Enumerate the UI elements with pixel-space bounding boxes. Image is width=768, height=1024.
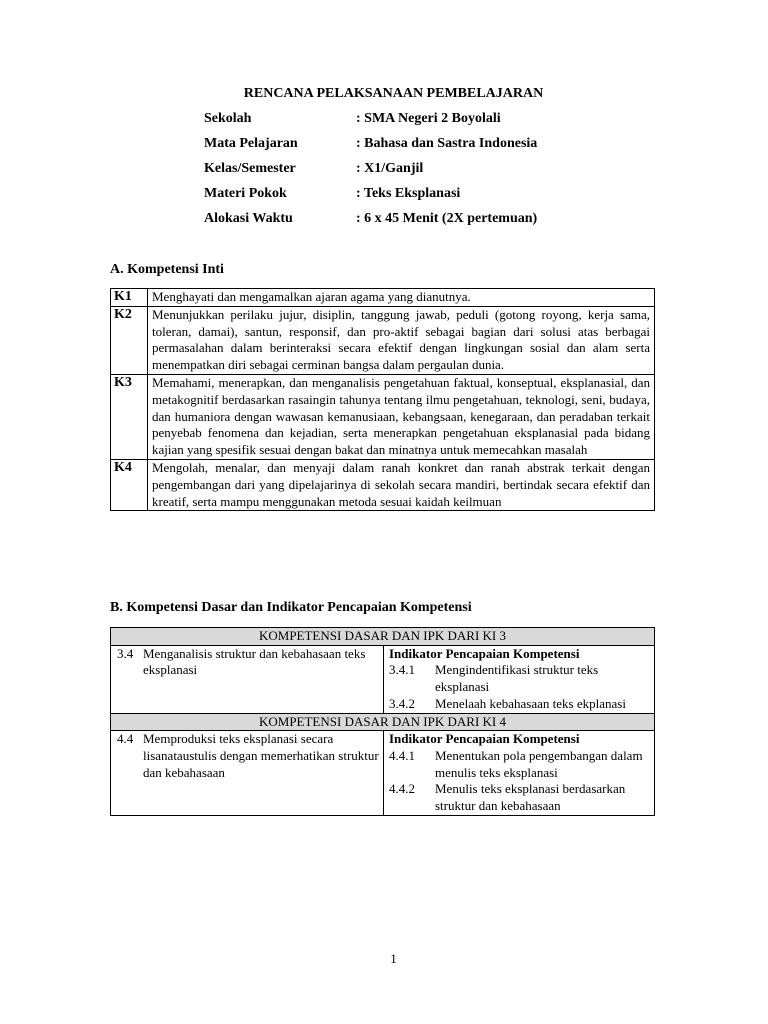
indicator-item	[389, 696, 650, 713]
ki-code: K4	[111, 459, 148, 510]
ki-description: Menunjukkan perilaku jujur, disiplin, tanggung jawab, peduli (gotong royong, kerja sama, toleran, damai), santun, responsif, dan pro-aktif sebagai bagian dari solusi atas berbagai permasalahan dalam berinteraksi secara efektif dengan lingkungan sosial dan alam serta menempatkan diri sebagai cerminan bangsa dalam pergaulan dunia.	[148, 306, 655, 374]
info-label: Sekolah	[204, 111, 252, 126]
section-b-heading: B. Kompetensi Dasar dan Indikator Pencapaian Kompetensi	[110, 600, 472, 615]
info-block	[204, 111, 537, 236]
ki-code: K2	[111, 306, 148, 374]
indicator-text: Menentukan pola pengembangan dalam menulis teks eksplanasi	[435, 747, 643, 780]
kompetensi-inti-table	[110, 288, 655, 511]
indicator-number: 4.4.1	[389, 747, 415, 763]
ki4-band-header: KOMPETENSI DASAR DAN IPK DARI KI 4	[111, 713, 655, 731]
indicator-cell	[384, 731, 655, 816]
ki-code: K3	[111, 374, 148, 459]
info-row	[204, 211, 537, 236]
kd-cell	[111, 645, 384, 713]
info-value: : X1/Ganjil	[356, 161, 424, 176]
kd-cell	[111, 731, 384, 816]
ki3-band-header: KOMPETENSI DASAR DAN IPK DARI KI 3	[111, 628, 655, 646]
info-row	[204, 136, 537, 161]
ki-code: K1	[111, 289, 148, 307]
indicator-text: Menelaah kebahasaan teks ekplanasi	[435, 695, 626, 711]
ki-description: Mengolah, menalar, dan menyaji dalam ranah konkret dan ranah abstrak terkait dengan pengembangan dari yang dipelajarinya di sekolah secara mandiri, bertindak secara efektif dan kreatif, serta mampu menggunakan metoda sesuai kaidah keilmuan	[148, 459, 655, 510]
ki-description: Memahami, menerapkan, dan menganalisis pengetahuan faktual, konseptual, eksplanasial, dan metakognitif berdasarkan rasaingin tahunya tentang ilmu pengetahuan, teknologi, seni, budaya, dan humaniora dengan wawasan kemanusiaan, kebangsaan, kenegaraan, dan peradaban terkait penyebab fenomena dan kejadian, serta menerapkan pengetahuan eksplanasial pada bidang kajian yang spesifik sesuai dengan bakat dan minatnya untuk memecahkan masalah	[148, 374, 655, 459]
kd-description: Memproduksi teks eksplanasi secara lisanataustulis dengan memerhatikan struktur dan kebahasaan	[143, 731, 379, 780]
info-value: : Bahasa dan Sastra Indonesia	[356, 136, 538, 151]
ki-description: Menghayati dan mengamalkan ajaran agama yang dianutnya.	[148, 289, 655, 307]
section-a-heading: A. Kompetensi Inti	[110, 262, 224, 277]
kd-text	[117, 646, 379, 679]
info-value: : 6 x 45 Menit (2X pertemuan)	[356, 211, 538, 226]
indicator-item	[389, 748, 650, 781]
indicator-item	[389, 781, 650, 814]
indicator-heading: Indikator Pencapaian Kompetensi	[389, 645, 580, 661]
info-label: Kelas/Semester	[204, 161, 296, 176]
indicator-number: 3.4.1	[389, 662, 415, 678]
info-row	[204, 186, 537, 211]
info-value: : SMA Negeri 2 Boyolali	[356, 111, 501, 126]
indicator-heading: Indikator Pencapaian Kompetensi	[389, 731, 580, 747]
table-row	[111, 459, 655, 510]
table-band-row	[111, 628, 655, 646]
kd-text	[117, 731, 379, 781]
table-row	[111, 306, 655, 374]
info-row	[204, 161, 537, 186]
indicator-number: 3.4.2	[389, 695, 415, 711]
document-title: RENCANA PELAKSANAAN PEMBELAJARAN	[243, 86, 544, 101]
info-label: Materi Pokok	[204, 186, 287, 201]
kd-number: 3.4	[117, 645, 134, 661]
kompetensi-dasar-table	[110, 627, 655, 816]
info-label: Mata Pelajaran	[204, 136, 298, 151]
page-number: 1	[390, 951, 397, 966]
kd-number: 4.4	[117, 731, 134, 747]
table-band-row	[111, 713, 655, 731]
indicator-text: Mengindentifikasi struktur teks eksplanasi	[435, 662, 599, 695]
indicator-cell	[384, 645, 655, 713]
info-row	[204, 111, 537, 136]
info-value: : Teks Eksplanasi	[356, 186, 461, 201]
table-row	[111, 645, 655, 713]
kd-description: Menganalisis struktur dan kebahasaan teks eksplanasi	[143, 645, 366, 678]
table-row	[111, 289, 655, 307]
indicator-item	[389, 662, 650, 695]
indicator-text: Menulis teks eksplanasi berdasarkan struktur dan kebahasaan	[435, 781, 626, 814]
indicator-number: 4.4.2	[389, 781, 415, 797]
info-label: Alokasi Waktu	[204, 211, 293, 226]
table-row	[111, 374, 655, 459]
table-row	[111, 731, 655, 816]
